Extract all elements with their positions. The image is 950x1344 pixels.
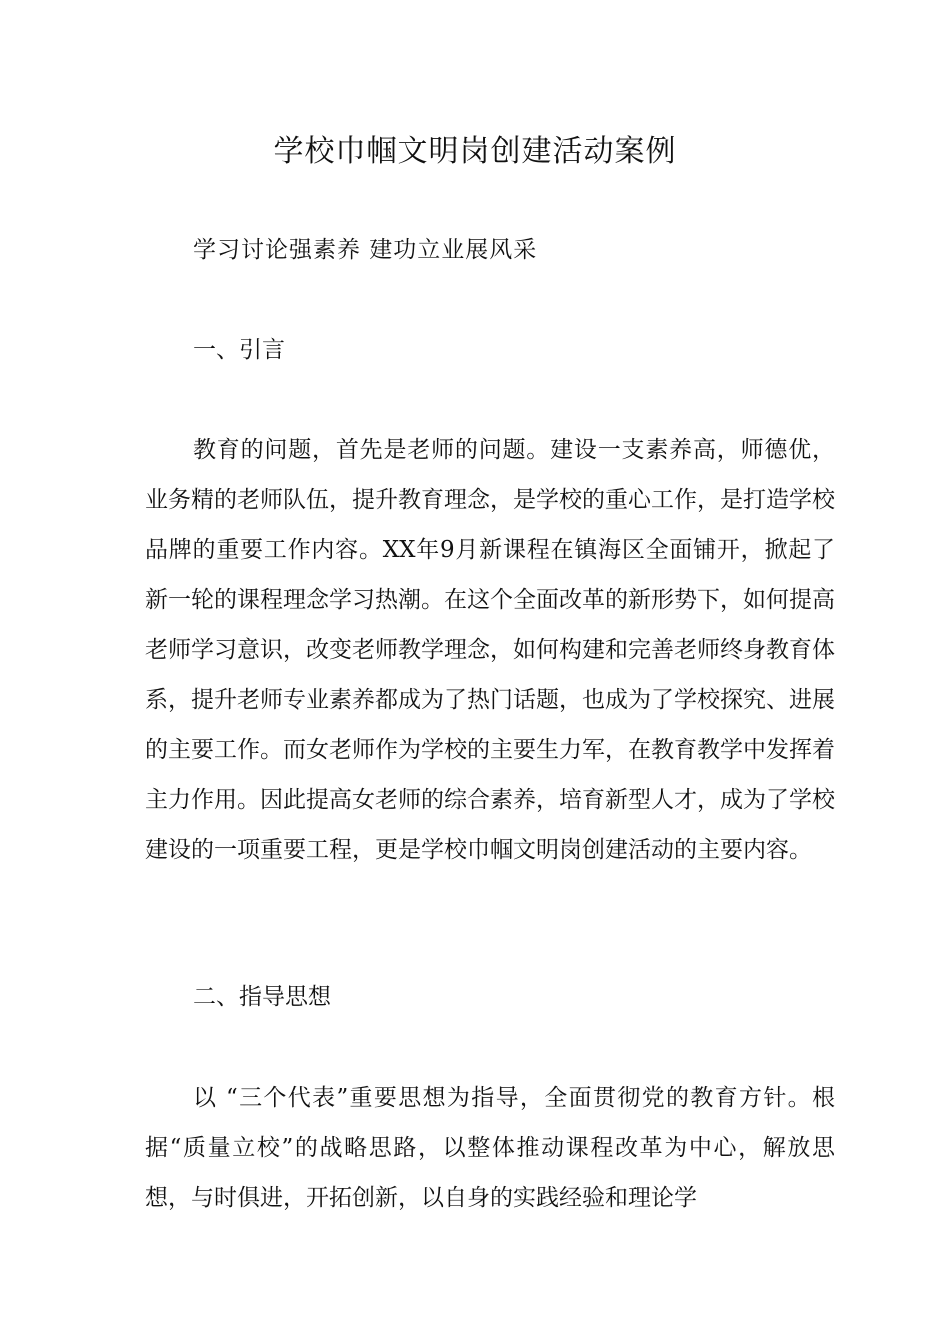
section-heading-introduction: 一、引言 (193, 337, 285, 363)
section-heading-guiding-ideology: 二、指导思想 (193, 984, 331, 1010)
section-paragraph-introduction: 教育的问题，首先是老师的问题。建设一支素养高，师德优，业务精的老师队伍，提升教育理念，是学校的重心工作，是打造学校品牌的重要工作内容。XX年9月新课程在镇海区全面铺开，掀起了新一轮的课程理念学习热潮。在这个全面改革的新形势下，如何提高老师学习意识，改变老师教学理念，如何构建和完善老师终身教育体系，提升老师专业素养都成为了热门话题，也成为了学校探究、进展的主要工作。而女老师作为学校的主要生力军，在教育教学中发挥着主力作用。因此提高女老师的综合素养，培育新型人才，成为了学校建设的一项重要工程，更是学校巾帼文明岗创建活动的主要内容。 (145, 437, 835, 863)
document-subtitle: 学习讨论强素养 建功立业展风采 (193, 237, 538, 263)
document-title: 学校巾帼文明岗创建活动案例 (273, 134, 677, 169)
section-paragraph-guiding-ideology: 以 “三个代表”重要思想为指导，全面贯彻党的教育方针。根据“质量立校”的战略思路，以整体推动课程改革为中心，解放思想，与时俱进，开拓创新，以自身的实践经验和理论学 (145, 1085, 835, 1211)
